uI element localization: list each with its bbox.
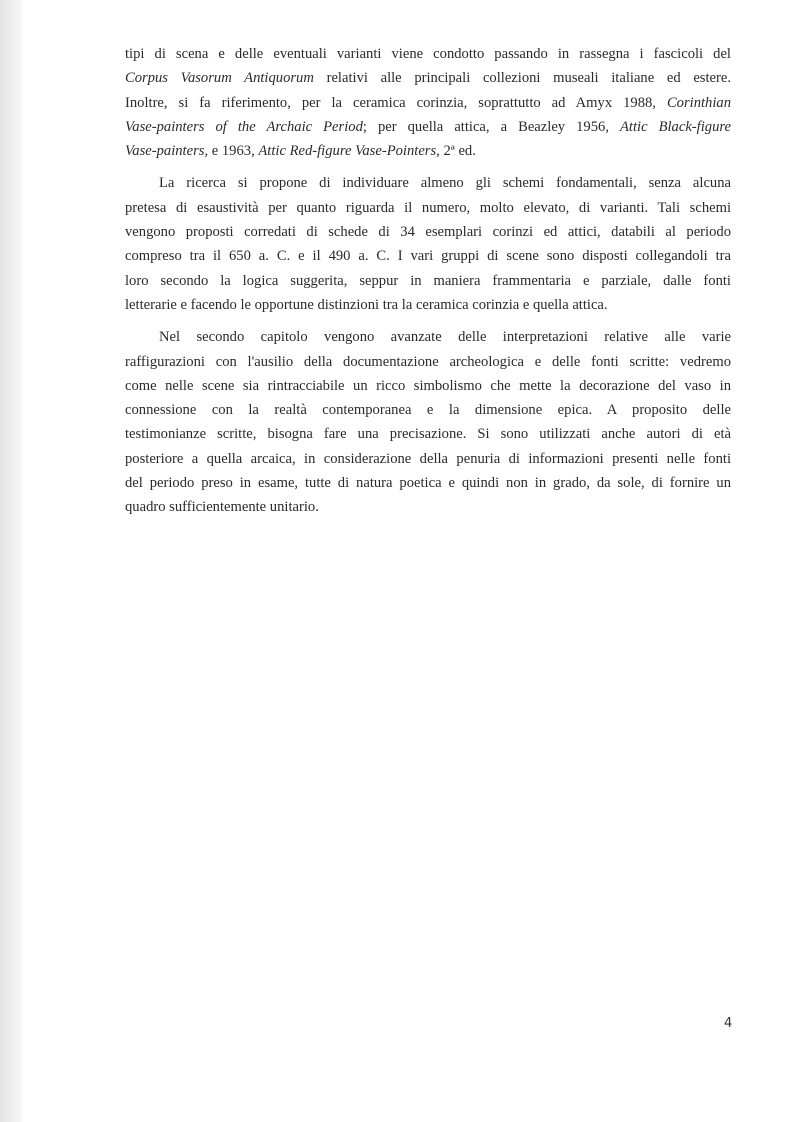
paragraph-3 — [125, 325, 731, 519]
paragraph-1 — [125, 42, 731, 163]
text-line: La ricerca si propone di individuare almeno gli schemi fondamentali, senza alcuna — [159, 175, 731, 192]
text-line: Inoltre, si fa riferimento, per la ceramica corinzia, soprattutto ad Amyx 1988, Corinthian — [125, 94, 731, 111]
text-line: vengono proposti corredati di schede di 34 esemplari corinzi ed attici, databili al periodo — [125, 224, 731, 241]
text-line: posteriore a quella arcaica, in considerazione della penuria di informazioni presenti nelle fonti — [125, 450, 731, 467]
document-page — [22, 0, 794, 1122]
text-line: tipi di scena e delle eventuali varianti viene condotto passando in rassegna i fascicoli del — [125, 46, 731, 62]
text-line: letterarie e facendo le opportune distinzioni tra la ceramica corinzia e quella attica. — [125, 296, 608, 313]
text-line: Nel secondo capitolo vengono avanzate delle interpretazioni relative alle varie — [159, 329, 731, 346]
text-line: Vase-painters, e 1963, Attic Red-figure Vase-Pointers, 2ª ed. — [125, 143, 476, 160]
text-line: raffigurazioni con l'ausilio della documentazione archeologica e delle fonti scritte: vedremo — [125, 353, 731, 370]
text-line: connessione con la realtà contemporanea e la dimensione epica. A proposito delle — [125, 402, 731, 419]
text-line: testimonianze scritte, bisogna fare una precisazione. Si sono utilizzati anche autori di età — [125, 426, 731, 443]
text-line: del periodo preso in esame, tutte di natura poetica e quindi non in grado, da sole, di fornire un — [125, 475, 731, 492]
body-text — [125, 42, 731, 520]
text-line: Vase-painters of the Archaic Period; per quella attica, a Beazley 1956, Attic Black-figure — [125, 118, 731, 135]
text-line: Corpus Vasorum Antiquorum relativi alle principali collezioni museali italiane ed estere. — [125, 70, 732, 87]
text-line: quadro sufficientemente unitario. — [125, 499, 319, 516]
scan-edge — [0, 0, 22, 1122]
text-line: compreso tra il 650 a. C. e il 490 a. C. I vari gruppi di scene sono disposti collegandoli tra — [125, 248, 731, 265]
paragraph-2 — [125, 171, 731, 317]
text-line: loro secondo la logica suggerita, seppur in maniera frammentaria e parziale, dalle fonti — [125, 272, 731, 289]
text-line: come nelle scene sia rintracciabile un ricco simbolismo che mette la decorazione del vaso in — [125, 377, 731, 394]
text-line: pretesa di esaustività per quanto riguarda il numero, molto elevato, di varianti. Tali schemi — [125, 199, 731, 216]
page-number: 4 — [724, 1016, 733, 1031]
